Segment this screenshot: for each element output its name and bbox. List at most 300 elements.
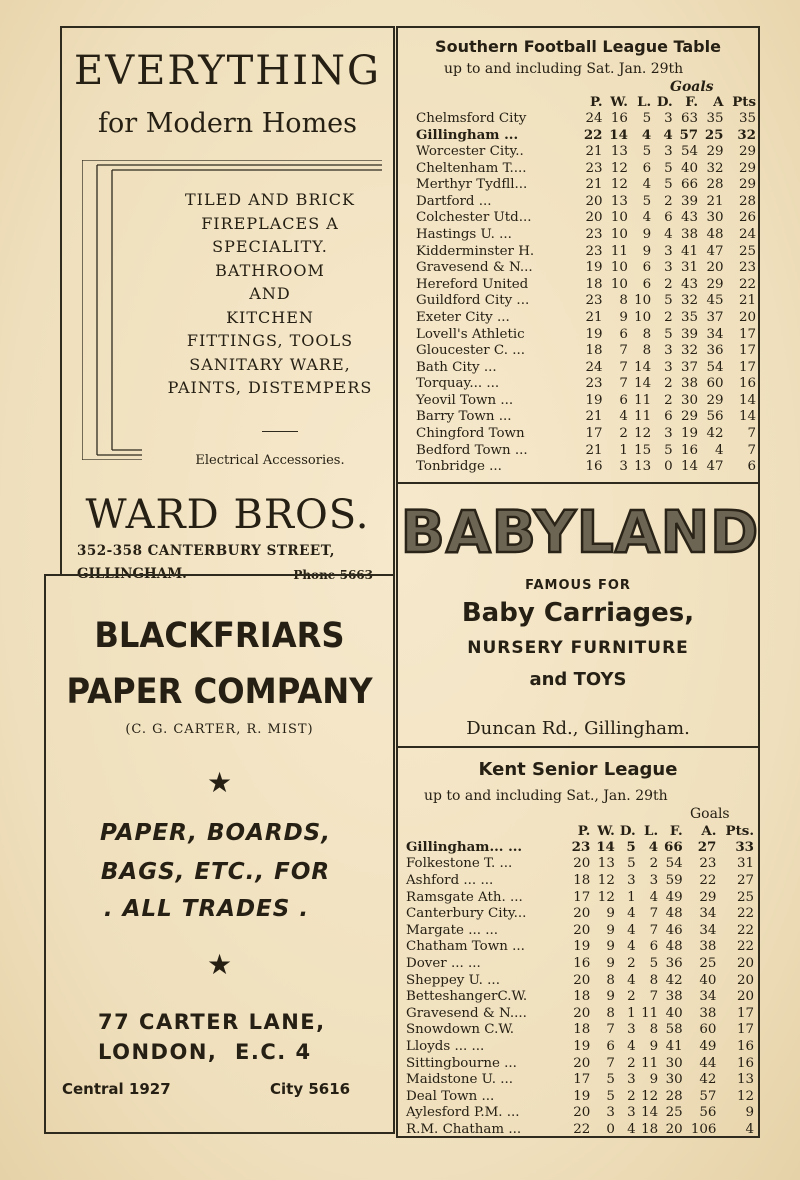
stat-cell: 6 — [642, 276, 652, 292]
stat-cell: 20 — [738, 309, 756, 325]
stat-cell: 2 — [627, 989, 636, 1005]
col-team — [406, 823, 566, 839]
stat-cell: 8 — [642, 326, 652, 342]
stat-cell: 20 — [573, 1055, 591, 1071]
stat-cell: 5 — [664, 442, 673, 458]
stat-cell: 44 — [699, 1055, 717, 1071]
stat-cell: 42 — [706, 426, 724, 442]
stat-cell: 9 — [619, 309, 628, 325]
stat-cell: 5 — [664, 160, 673, 176]
kent-standings — [406, 823, 754, 1138]
stat-cell: 19 — [585, 392, 603, 408]
stat-cell: 6 — [649, 939, 659, 955]
stat-cell: 20 — [585, 210, 603, 226]
stat-cell: 20 — [573, 972, 591, 988]
stat-cell: 4 — [664, 226, 673, 242]
stat-cell: 20 — [573, 856, 591, 872]
stat-cell: 3 — [627, 872, 636, 888]
company-address: 352-358 CANTERBURY STREET, — [77, 543, 335, 559]
stat-cell: 0 — [606, 1121, 615, 1137]
stat-cell: 2 — [664, 376, 673, 392]
team-name: Kidderminster H. — [416, 243, 535, 259]
stat-cell: 12 — [634, 426, 652, 442]
stat-cell: 9 — [606, 955, 615, 971]
stat-cell: 28 — [706, 177, 724, 193]
stat-cell: 56 — [699, 1105, 717, 1121]
team-name: Bedford Town ... — [416, 442, 528, 458]
and-toys: and TOYS — [529, 669, 627, 690]
stat-cell: 29 — [738, 143, 756, 159]
stat-cell: 3 — [664, 343, 673, 359]
blackfriars-advert — [44, 574, 395, 1134]
goals-label: Goals — [670, 79, 714, 95]
table-row — [416, 176, 756, 193]
stat-cell: 4 — [627, 939, 636, 955]
goals-label: Goals — [690, 806, 730, 822]
stat-cell: 16 — [573, 955, 591, 971]
table-row — [406, 872, 754, 889]
stat-cell: 48 — [665, 906, 683, 922]
stat-cell: 6 — [606, 1038, 615, 1054]
stat-cell: 5 — [642, 193, 652, 209]
stat-cell: 11 — [610, 243, 628, 259]
stat-cell: 21 — [738, 293, 756, 309]
stat-cell: 9 — [606, 906, 615, 922]
stat-cell: 7 — [619, 359, 628, 375]
team-name: Merthyr Tydfll... — [416, 177, 528, 193]
divider — [262, 431, 298, 432]
stat-cell: 19 — [573, 1038, 591, 1054]
team-name: Canterbury City... — [406, 906, 527, 922]
stat-cell: 10 — [634, 293, 652, 309]
team-name: BetteshangerC.W. — [406, 989, 528, 1005]
stat-cell: 2 — [627, 1055, 636, 1071]
table-row — [406, 839, 754, 856]
stat-cell: 25 — [665, 1105, 683, 1121]
stat-cell: 7 — [606, 1055, 615, 1071]
stat-cell: 4 — [627, 922, 636, 938]
stat-cell: 23 — [585, 293, 603, 309]
team-name: Gravesend & N... — [416, 260, 533, 276]
stat-cell: 17 — [738, 326, 756, 342]
stat-cell: 37 — [681, 359, 699, 375]
stat-cell: 5 — [606, 1088, 615, 1104]
table-row — [406, 939, 754, 956]
team-name: R.M. Chatham ... — [406, 1121, 522, 1137]
stat-cell: 60 — [699, 1022, 717, 1038]
products-line-3: . ALL TRADES . — [103, 896, 310, 922]
table-row — [416, 243, 756, 260]
stat-cell: 35 — [706, 110, 724, 126]
star-icon: ★ — [206, 948, 233, 981]
stat-cell: 14 — [738, 392, 756, 408]
stat-cell: 17 — [573, 1072, 591, 1088]
stat-cell: 60 — [706, 376, 724, 392]
stat-cell: 16 — [610, 110, 628, 126]
stat-cell: 28 — [738, 193, 756, 209]
col-header: F. — [669, 823, 683, 839]
stat-cell: 20 — [706, 260, 724, 276]
stat-cell: 13 — [634, 459, 652, 475]
stat-cell: 4 — [627, 1121, 636, 1137]
stat-cell: 8 — [649, 972, 659, 988]
table-row — [406, 922, 754, 939]
stat-cell: 32 — [737, 126, 756, 143]
table-row — [406, 1105, 754, 1122]
baby-carriages: Baby Carriages, — [461, 598, 695, 628]
stat-cell: 19 — [681, 426, 699, 442]
stat-cell: 6 — [619, 326, 628, 342]
stat-cell: 4 — [663, 126, 673, 143]
stat-cell: 10 — [610, 210, 628, 226]
famous-for: FAMOUS FOR — [525, 578, 631, 593]
stat-cell: 14 — [634, 359, 652, 375]
product-item: TILED AND BRICK — [185, 190, 355, 209]
stat-cell: 22 — [573, 1121, 591, 1137]
southern-title: Southern Football League Table — [435, 37, 721, 56]
team-name: Folkestone T. ... — [406, 856, 513, 872]
stat-cell: 38 — [699, 939, 717, 955]
stat-cell: 22 — [736, 939, 754, 955]
stat-cell: 16 — [585, 459, 603, 475]
stat-cell: 20 — [736, 972, 754, 988]
modern-homes-subheading: for Modern Homes — [97, 108, 358, 139]
stat-cell: 29 — [699, 889, 717, 905]
stat-cell: 9 — [606, 922, 615, 938]
stat-cell: 16 — [681, 442, 699, 458]
stat-cell: 23 — [738, 260, 756, 276]
stat-cell: 42 — [665, 972, 683, 988]
stat-cell: 59 — [665, 872, 683, 888]
team-name: Chelmsford City — [416, 110, 527, 126]
stat-cell: 32 — [706, 160, 724, 176]
stat-cell: 22 — [736, 906, 754, 922]
stat-cell: 45 — [706, 293, 724, 309]
stat-cell: 12 — [597, 889, 615, 905]
stat-cell: 7 — [747, 442, 756, 458]
stat-cell: 2 — [664, 193, 673, 209]
table-row — [416, 309, 756, 326]
stat-cell: 19 — [585, 260, 603, 276]
stat-cell: 34 — [699, 922, 717, 938]
stat-cell: 18 — [585, 343, 603, 359]
team-name: Aylesford P.M. ... — [406, 1105, 520, 1121]
stat-cell: 41 — [665, 1038, 683, 1054]
table-row — [406, 905, 754, 922]
table-row — [406, 889, 754, 906]
table-row — [406, 1055, 754, 1072]
stat-cell: 17 — [585, 426, 603, 442]
stat-cell: 46 — [665, 922, 683, 938]
phone-central: Central 1927 — [62, 1080, 171, 1098]
stat-cell: 3 — [664, 359, 673, 375]
kent-subtitle: up to and including Sat., Jan. 29th — [424, 788, 668, 804]
team-name: Ramsgate Ath. ... — [406, 889, 523, 905]
stat-cell: 43 — [681, 210, 699, 226]
col-header: P. — [577, 823, 591, 839]
stat-cell: 5 — [642, 110, 652, 126]
stat-cell: 3 — [664, 110, 673, 126]
stat-cell: 47 — [706, 459, 724, 475]
team-name: Deal Town ... — [406, 1088, 495, 1104]
stat-cell: 20 — [736, 989, 754, 1005]
stat-cell: 8 — [619, 293, 628, 309]
table-row — [406, 1022, 754, 1039]
stat-cell: 20 — [665, 1121, 683, 1137]
stat-cell: 39 — [681, 326, 699, 342]
stat-cell: 16 — [736, 1038, 754, 1054]
table-row — [406, 1121, 754, 1138]
stat-cell: 4 — [619, 409, 628, 425]
team-name: Dover ... ... — [406, 955, 481, 971]
table-row — [406, 955, 754, 972]
stat-cell: 19 — [585, 326, 603, 342]
col-header: D. — [619, 823, 636, 839]
table-row — [416, 376, 756, 393]
stat-cell: 10 — [634, 309, 652, 325]
team-name: Hastings U. ... — [416, 226, 512, 242]
stat-cell: 19 — [573, 1088, 591, 1104]
stat-cell: 21 — [585, 143, 603, 159]
babyland-logo-text: BABYLAND — [400, 498, 760, 566]
product-item: FIREPLACES A — [201, 213, 339, 233]
stat-cell: 20 — [573, 1105, 591, 1121]
stat-cell: 23 — [585, 226, 603, 242]
stat-cell: 10 — [610, 226, 628, 242]
stat-cell: 14 — [634, 376, 652, 392]
stat-cell: 11 — [634, 409, 652, 425]
kent-league-table — [396, 746, 760, 1138]
stat-cell: 14 — [738, 409, 756, 425]
stat-cell: 7 — [649, 922, 659, 938]
table-row — [416, 193, 756, 210]
stat-cell: 21 — [706, 193, 724, 209]
stat-cell: 23 — [585, 376, 603, 392]
stat-cell: 18 — [585, 276, 603, 292]
stat-cell: 24 — [738, 226, 756, 242]
table-row — [416, 293, 756, 310]
stat-cell: 10 — [610, 276, 628, 292]
stat-cell: 37 — [706, 309, 724, 325]
team-name: Cheltenham T.... — [416, 160, 527, 176]
team-name: Sheppey U. ... — [406, 972, 500, 988]
stat-cell: 42 — [699, 1072, 717, 1088]
stat-cell: 2 — [664, 276, 673, 292]
stat-cell: 17 — [738, 359, 756, 375]
stat-cell: 34 — [699, 906, 717, 922]
stat-cell: 43 — [681, 276, 699, 292]
products-list — [162, 188, 378, 400]
stat-cell: 9 — [745, 1105, 754, 1121]
team-name: Gloucester C. ... — [416, 343, 525, 359]
stat-cell: 106 — [690, 1121, 717, 1137]
stat-cell: 9 — [642, 226, 652, 242]
stat-cell: 11 — [641, 1055, 659, 1071]
stat-cell: 3 — [627, 1105, 636, 1121]
stat-cell: 27 — [697, 839, 717, 856]
blackfriars-heading: BLACKFRIARS — [94, 616, 345, 656]
stat-cell: 7 — [619, 343, 628, 359]
team-name: Ashford ... ... — [406, 872, 494, 888]
stat-cell: 8 — [642, 343, 652, 359]
stat-cell: 4 — [649, 889, 659, 905]
address-line-1: 77 CARTER LANE, — [98, 1010, 326, 1034]
stat-cell: 2 — [627, 955, 636, 971]
stat-cell: 5 — [664, 293, 673, 309]
stat-cell: 14 — [641, 1105, 659, 1121]
stat-cell: 24 — [585, 359, 603, 375]
stat-cell: 20 — [573, 906, 591, 922]
stat-cell: 54 — [706, 359, 724, 375]
star-icon: ★ — [206, 766, 233, 799]
stat-cell: 2 — [664, 309, 673, 325]
table-row — [406, 988, 754, 1005]
stat-cell: 5 — [606, 1072, 615, 1088]
stat-cell: 14 — [681, 459, 699, 475]
team-name: Chingford Town — [416, 426, 525, 442]
stat-cell: 7 — [649, 989, 659, 1005]
team-name: Tonbridge ... — [416, 459, 502, 475]
team-name: Colchester Utd... — [416, 210, 532, 226]
stat-cell: 13 — [597, 856, 615, 872]
stat-cell: 40 — [665, 1005, 683, 1021]
stat-cell: 11 — [634, 392, 652, 408]
stat-cell: 18 — [641, 1121, 659, 1137]
stat-cell: 2 — [664, 392, 673, 408]
stat-cell: 21 — [585, 442, 603, 458]
stat-cell: 1 — [619, 442, 628, 458]
stat-cell: 3 — [664, 143, 673, 159]
table-row — [416, 276, 756, 293]
stat-cell: 34 — [699, 989, 717, 1005]
stat-cell: 57 — [699, 1088, 717, 1104]
team-name: Gravesend & N.... — [406, 1005, 527, 1021]
stat-cell: 23 — [585, 160, 603, 176]
stat-cell: 29 — [738, 160, 756, 176]
stat-cell: 4 — [745, 1121, 754, 1137]
team-name: Hereford United — [416, 276, 529, 292]
nursery-furniture: NURSERY FURNITURE — [467, 638, 689, 658]
stat-cell: 29 — [706, 143, 724, 159]
electrical-accessories: Electrical Accessories. — [195, 453, 345, 468]
babyland-address: Duncan Rd., Gillingham. — [466, 718, 690, 739]
table-row — [416, 359, 756, 376]
stat-cell: 22 — [736, 922, 754, 938]
team-name: Dartford ... — [416, 193, 492, 209]
stat-cell: 21 — [585, 177, 603, 193]
stat-cell: 17 — [738, 343, 756, 359]
stat-cell: 40 — [681, 160, 699, 176]
stat-cell: 11 — [641, 1005, 659, 1021]
stat-cell: 23 — [585, 243, 603, 259]
products-line-1: PAPER, BOARDS, — [100, 820, 331, 846]
stat-cell: 27 — [736, 872, 754, 888]
stat-cell: 13 — [610, 193, 628, 209]
stat-cell: 16 — [738, 376, 756, 392]
stat-cell: 22 — [583, 126, 603, 143]
products-line-2: BAGS, ETC., FOR — [100, 859, 331, 885]
stat-cell: 30 — [681, 392, 699, 408]
stat-cell: 7 — [649, 906, 659, 922]
stat-cell: 66 — [664, 839, 683, 856]
stat-cell: 30 — [665, 1072, 683, 1088]
stat-cell: 12 — [610, 160, 628, 176]
stat-cell: 30 — [706, 210, 724, 226]
stat-cell: 26 — [738, 210, 756, 226]
stat-cell: 13 — [610, 143, 628, 159]
stat-cell: 5 — [627, 856, 636, 872]
product-item: PAINTS, DISTEMPERS — [167, 378, 373, 397]
stat-cell: 8 — [606, 1005, 615, 1021]
stat-cell: 9 — [606, 989, 615, 1005]
stat-cell: 36 — [665, 955, 683, 971]
stat-cell: 2 — [627, 1088, 636, 1104]
col-header: W. — [610, 94, 628, 110]
stat-cell: 38 — [699, 1005, 717, 1021]
table-row — [416, 259, 756, 276]
table-row — [416, 143, 756, 160]
stat-cell: 4 — [627, 906, 636, 922]
stat-cell: 5 — [626, 839, 636, 856]
stat-cell: 6 — [642, 260, 652, 276]
stat-cell: 14 — [609, 126, 628, 143]
stat-cell: 17 — [736, 1022, 754, 1038]
table-row — [406, 856, 754, 873]
company-town: GILLINGHAM. — [77, 566, 187, 582]
stat-cell: 3 — [606, 1105, 615, 1121]
col-header: Pts — [732, 94, 756, 110]
stat-cell: 57 — [679, 126, 699, 143]
stat-cell: 4 — [714, 442, 724, 458]
team-name: Torquay... ... — [416, 376, 500, 392]
stat-cell: 19 — [573, 939, 591, 955]
address-line-2: LONDON, E.C. 4 — [98, 1040, 312, 1064]
stat-cell: 7 — [619, 376, 628, 392]
table-row — [406, 1005, 754, 1022]
table-row — [416, 226, 756, 243]
team-name: Margate ... ... — [406, 922, 499, 938]
stat-cell: 49 — [665, 889, 683, 905]
stat-cell: 31 — [736, 856, 754, 872]
stat-cell: 2 — [619, 426, 628, 442]
stat-cell: 39 — [681, 193, 699, 209]
stat-cell: 29 — [706, 276, 724, 292]
stat-cell: 1 — [627, 1005, 636, 1021]
product-item: AND — [249, 284, 291, 303]
stat-cell: 3 — [664, 426, 673, 442]
stat-cell: 22 — [699, 872, 717, 888]
stat-cell: 25 — [704, 126, 724, 143]
table-row — [406, 1071, 754, 1088]
stat-cell: 5 — [664, 177, 673, 193]
phone-city: City 5616 — [270, 1080, 351, 1098]
table-row — [416, 210, 756, 227]
stat-cell: 4 — [642, 210, 652, 226]
kent-title: Kent Senior League — [478, 759, 678, 780]
stat-cell: 35 — [738, 110, 756, 126]
stat-cell: 4 — [627, 972, 636, 988]
stat-cell: 32 — [681, 343, 699, 359]
stat-cell: 3 — [649, 872, 659, 888]
stat-cell: 63 — [681, 110, 699, 126]
team-name: Worcester City.. — [416, 143, 524, 159]
company-phone: Phone 5663 — [293, 568, 373, 582]
table-row — [416, 425, 756, 442]
stat-cell: 6 — [642, 160, 652, 176]
stat-cell: 17 — [573, 889, 591, 905]
stat-cell: 12 — [597, 872, 615, 888]
company-name: WARD BROS. — [85, 492, 370, 538]
